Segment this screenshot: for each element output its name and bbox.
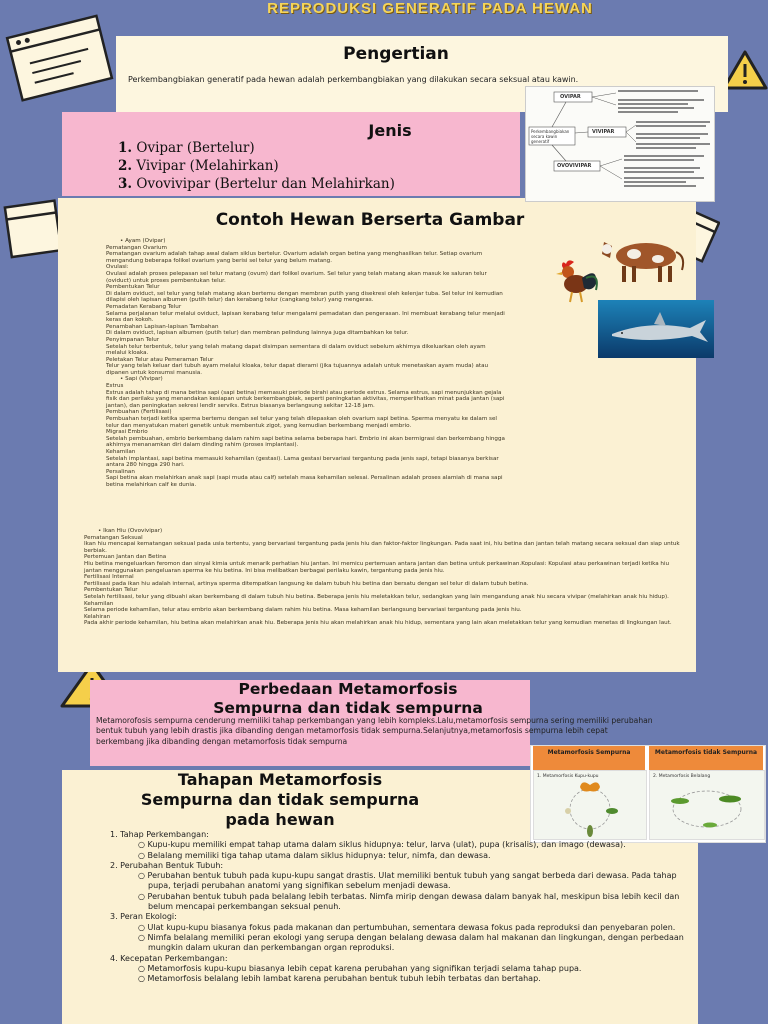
jenis-item: 1. Ovipar (Bertelur) bbox=[118, 140, 255, 156]
body-line: Ovulasi adalah proses pelepasan sel telur matang (ovum) dari folikel ovarium. Sel telur yang telah matang akan masuk ke saluran telur (oviduct) untuk proses pembentukan telur. bbox=[106, 270, 487, 284]
body-line: Pembentukan Telur bbox=[84, 587, 138, 594]
meta-head-complete: Metamorfosis Sempurna bbox=[533, 746, 645, 771]
body-line: Kelahiran bbox=[84, 613, 111, 620]
tahapan-section-head: 4. Kecepatan Perkembangan: bbox=[110, 953, 228, 963]
tahapan-section-head: 2. Perubahan Bentuk Tubuh: bbox=[110, 860, 224, 870]
body-line: Pemadatan Kerabang Telur bbox=[106, 303, 182, 310]
body-line: Migrasi Embrio bbox=[106, 429, 148, 436]
jenis-item: 2. Vivipar (Melahirkan) bbox=[118, 158, 279, 174]
tahapan-title bbox=[70, 770, 490, 830]
body-line: Kehamilan bbox=[84, 600, 114, 607]
body-line: Di dalam oviduct, sel telur yang telah matang akan bertemu dengan membran putih yang disekresi oleh kelenjar tuba. Sel telur ini kemudian dilapisi oleh lapisan albumen (putih telur) dan kerabang telur (cangkang telur) yang mengeras. bbox=[106, 290, 503, 304]
warning-top-icon bbox=[722, 48, 768, 92]
body-line: Selama perjalanan telur melalui oviduct, lapisan kerabang telur mengalami pemadatan dan pengerasan. Ini membuat kerabang telur menjadi keras dan kokoh. bbox=[106, 310, 505, 324]
poster-banner: REPRODUKSI GENERATIF PADA HEWAN bbox=[267, 0, 593, 17]
grasshopper-cycle-icon bbox=[650, 771, 764, 839]
ikan-text-block bbox=[84, 528, 688, 627]
perbedaan-title bbox=[138, 680, 558, 718]
body-line: Telur yang telah keluar dari tubuh ayam melalui kloaka, telur dapat dierami (jika tujuannya adalah untuk menetaskan ayam muda) atau dipanen untuk konsumsi manusia. bbox=[106, 363, 489, 376]
body-line: Setelah implantasi, sapi betina memasuki kehamilan (gestasi). Lama gestasi bervariasi tergantung pada jenis sapi, tetapi biasanya berkisar antara 280 hingga 290 hari. bbox=[106, 455, 499, 469]
jenis-title: Jenis bbox=[368, 121, 412, 140]
ayam-bullet: • Ayam (Ovipar) bbox=[120, 238, 166, 244]
diagram-node-ovipar: OVIPAR bbox=[560, 94, 581, 100]
perbedaan-text: Metamorofosis sempurna cenderung memiliki tahap perkembangan yang lebih kompleks.Lalu,metamorfosis sempurna sering memiliki perubahan bentuk tubuh yang lebih drastis jika dibanding dengan metamorfosis tidak sempurna.Selanjutnya,metamorfosis sempurna lebih cepat berkembang jika dibanding dengan metamorfosis tidak sempurna bbox=[96, 716, 653, 746]
tahapan-sub-item: ○ Perubahan bentuk tubuh pada kupu-kupu sangat drastis. Ulat memiliki bentuk tubuh yang sangat berbeda dari dewasa. Pada tahap pupa, terjadi perubahan anatomi yang signifikan sebelum menjadi dewasa. bbox=[138, 871, 677, 891]
meta-head-incomplete: Metamorfosis tidak Sempurna bbox=[649, 746, 763, 771]
body-line: Estrus bbox=[106, 383, 124, 390]
sapi-lines bbox=[106, 383, 506, 489]
body-line: Pematangan Ovarium bbox=[106, 244, 167, 251]
ikan-lines bbox=[84, 535, 688, 627]
tahapan-sub-item: ○ Ulat kupu-kupu biasanya fokus pada makanan dan pertumbuhan, sementara dewasa fokus pada reproduksi dan penyebaran polen. bbox=[138, 922, 676, 932]
tahapan-sub-item: ○ Nimfa belalang memiliki peran ekologi yang serupa dengan belalang dewasa dalam hal makanan dan lingkungan, dengan perbedaan mungkin dalam ukuran dan perkembangan organ reproduksi. bbox=[138, 932, 684, 953]
meta-caption-butterfly: 1. Metamorfosis Kupu-kupu bbox=[537, 774, 599, 779]
contoh-title: Contoh Hewan Berserta Gambar bbox=[215, 210, 525, 230]
ayam-sapi-text-block bbox=[106, 238, 506, 489]
pengertian-text: Perkembangbiakan generatif pada hewan adalah perkembangbiakan yang dilakukan secara seksual atau kawin. bbox=[128, 75, 579, 84]
window-doodle-icon bbox=[0, 8, 120, 112]
reproduction-diagram bbox=[525, 86, 715, 202]
pengertian-title: Pengertian bbox=[343, 44, 449, 64]
tahapan-sub-item: ○ Metamorfosis belalang lebih lambat karena perubahan bentuk tubuh lebih terbatas dan bertahap. bbox=[138, 974, 541, 984]
body-line: Selama periode kehamilan, telur atau embrio akan berkembang dalam rahim hiu betina. Masa kehamilan berlangsung bervariasi tergantung pada jenis hiu. bbox=[84, 607, 522, 614]
body-line: Pembuahan (Fertilisasi) bbox=[106, 409, 172, 416]
butterfly-cycle-icon bbox=[534, 771, 646, 839]
diagram-center-label: Perkembangbiakan secara kawin generatif bbox=[531, 129, 570, 144]
rooster-image bbox=[552, 256, 602, 304]
body-line: Ovulasi: bbox=[106, 264, 129, 271]
body-line: Kehamilan bbox=[106, 449, 136, 455]
body-line: Setelah fertilisasi, telur yang dibuahi akan berkembang di dalam tubuh hiu betina. Beberapa jenis hiu meletakkan telur, sedangkan yang lain mengandung anak hiu secara vivipar (melahirkan anak hiu hidup). bbox=[84, 593, 669, 600]
tahapan-list bbox=[110, 830, 690, 984]
body-line: Hiu betina mengeluarkan feromon dan sinyal kimia untuk menarik perhatian hiu jantan. Ini memicu pertemuan antara jantan dan betina untuk perkawinan.Kopulasi: Kopulasi atau perkawinan terjadi ketika hiu jantan menggunakan pengeluaran sperma ke hiu betina. Ini bisa melibatkan berbagai perilaku kawin, tergantung pada jenis hiu. bbox=[84, 560, 670, 574]
tahapan-title-line3: pada hewan bbox=[225, 810, 335, 829]
body-line: Fertilisasi pada ikan hiu adalah internal, artinya sperma ditempatkan langsung ke dalam tubuh hiu betina dan bersatu dengan sel telur di dalam tubuh betina. bbox=[84, 580, 529, 587]
tahapan-sub-item: ○ Perubahan bentuk tubuh pada belalang lebih terbatas. Nimfa mirip dengan dewasa dalam banyak hal, meskipun bisa lebih kecil dan belum mencapai perkembangan seksual penuh. bbox=[138, 891, 680, 912]
jenis-list bbox=[118, 139, 518, 193]
body-line: Peletakan Telur atau Pemeraman Telur bbox=[106, 356, 214, 363]
body-line: Fertilisasi Internal bbox=[84, 574, 134, 581]
body-line: Pertemuan Jantan dan Betina bbox=[84, 554, 167, 561]
diagram-node-ovovivipar: OVOVIVIPAR bbox=[557, 163, 592, 169]
body-line: Ikan hiu mencapai kematangan seksual pada usia tertentu, yang bervariasi tergantung pada jenis hiu dan faktor-faktor lingkungan. Pada saat ini, hiu betina dan jantan telah matang secara seksual dan siap untuk berbiak. bbox=[84, 541, 680, 554]
body-line: Pematangan Seksual bbox=[84, 534, 143, 541]
body-line: Pembentukan Telur bbox=[106, 284, 160, 291]
diagram-node-vivipar: VIVIPAR bbox=[592, 129, 615, 135]
body-line: Penambahan Lapisan-lapisan Tambahan bbox=[106, 323, 219, 330]
meta-caption-grasshopper: 2. Metamorfosis Belalang bbox=[653, 774, 711, 779]
cow-image bbox=[596, 234, 690, 286]
body-line: Pembuahan terjadi ketika sperma bertemu dengan sel telur yang telah dilepaskan oleh ovarium sapi betina. Sperma menyatu ke dalam sel telur dan menyatukan materi genetik untuk membentuk zigot, yang kemudian berkembang menjadi embrio. bbox=[106, 416, 497, 429]
body-line: Pada akhir periode kehamilan, hiu betina akan melahirkan anak hiu. Beberapa jenis hiu akan melahirkan anak hiu hidup, sementara yang lain akan meletakkan telur yang kemudian menetas di lingkungan laut. bbox=[84, 620, 672, 627]
perbedaan-title-line1: Perbedaan Metamorfosis bbox=[238, 680, 458, 698]
tahapan-section-head: 3. Peran Ekologi: bbox=[110, 912, 177, 922]
ayam-lines bbox=[106, 245, 506, 377]
perbedaan-title-line2: Sempurna dan tidak sempurna bbox=[213, 699, 483, 717]
body-line: Persalinan bbox=[106, 468, 135, 475]
ikan-bullet: • Ikan Hiu (Ovovivipar) bbox=[98, 528, 163, 534]
tahapan-sub-item: ○ Belalang memiliki tiga tahap utama dalam siklus hidupnya: telur, nimfa, dan dewasa. bbox=[138, 850, 491, 860]
window-doodle-left-icon bbox=[2, 196, 62, 260]
tahapan-sub-item: ○ Metamorfosis kupu-kupu biasanya lebih cepat karena perubahan yang signifikan terjadi selama tahap pupa. bbox=[138, 963, 582, 973]
jenis-item: 3. Ovovivipar (Bertelur dan Melahirkan) bbox=[118, 176, 395, 192]
body-line: Setelah telur terbentuk, telur yang telah matang dapat disimpan sementara di dalam oviduct sebelum akhirnya dikeluarkan oleh ayam melalui kloaka. bbox=[106, 343, 486, 357]
sapi-bullet: • Sapi (Vivipar) bbox=[120, 376, 163, 383]
body-line: Pematangan ovarium adalah tahap awal dalam siklus bertelur. Ovarium adalah organ betina yang menghasilkan telur. Setiap ovarium mengandung beberapa folikel ovarium yang berisi sel telur yang belum matang. bbox=[106, 251, 483, 264]
tahapan-section-head: 1. Tahap Perkembangan: bbox=[110, 830, 209, 839]
body-line: Setelah pembuahan, embrio berkembang dalam rahim sapi betina selama beberapa hari. Embrio ini akan bermigrasi dan berkembang hingga akhirnya menanamkan diri dalam dinding rahim (proses implantasi). bbox=[106, 435, 505, 449]
body-line: Penyimpanan Telur bbox=[106, 336, 160, 343]
tahapan-title-line1: Tahapan Metamorfosis bbox=[177, 770, 383, 789]
shark-image bbox=[598, 300, 714, 358]
body-line: Sapi betina akan melahirkan anak sapi (sapi muda atau calf) setelah masa kehamilan selesai. Persalinan adalah proses alamiah di mana sapi betina melahirkan calf ke dunia. bbox=[106, 475, 503, 488]
body-line: Di dalam oviduct, lapisan albumen (putih telur) dan membran pelindung lainnya juga ditambahkan ke telur. bbox=[106, 330, 409, 337]
body-line: Estrus adalah tahap di mana betina sapi (sapi betina) memasuki periode birahi atau periode estrus. Selama estrus, sapi menunjukkan gejala fisik dan perilaku yang menandakan kesiapan untuk berkembangbiak, seperti peningkatan aktivitas, memperlihatkan minat pada jantan (sapi jantan), dan peningkatan sekresi lendir serviks. Estrus biasanya berlangsung sekitar 12-18 jam. bbox=[106, 389, 505, 409]
tahapan-sub-item: ○ Kupu-kupu memiliki empat tahap utama dalam siklus hidupnya: telur, larva (ulat), pupa (krisalis), dan imago (dewasa). bbox=[138, 840, 626, 850]
diagram-lines bbox=[526, 87, 714, 201]
tahapan-title-line2: Sempurna dan tidak sempurna bbox=[140, 790, 420, 809]
metamorphosis-image bbox=[530, 745, 766, 843]
